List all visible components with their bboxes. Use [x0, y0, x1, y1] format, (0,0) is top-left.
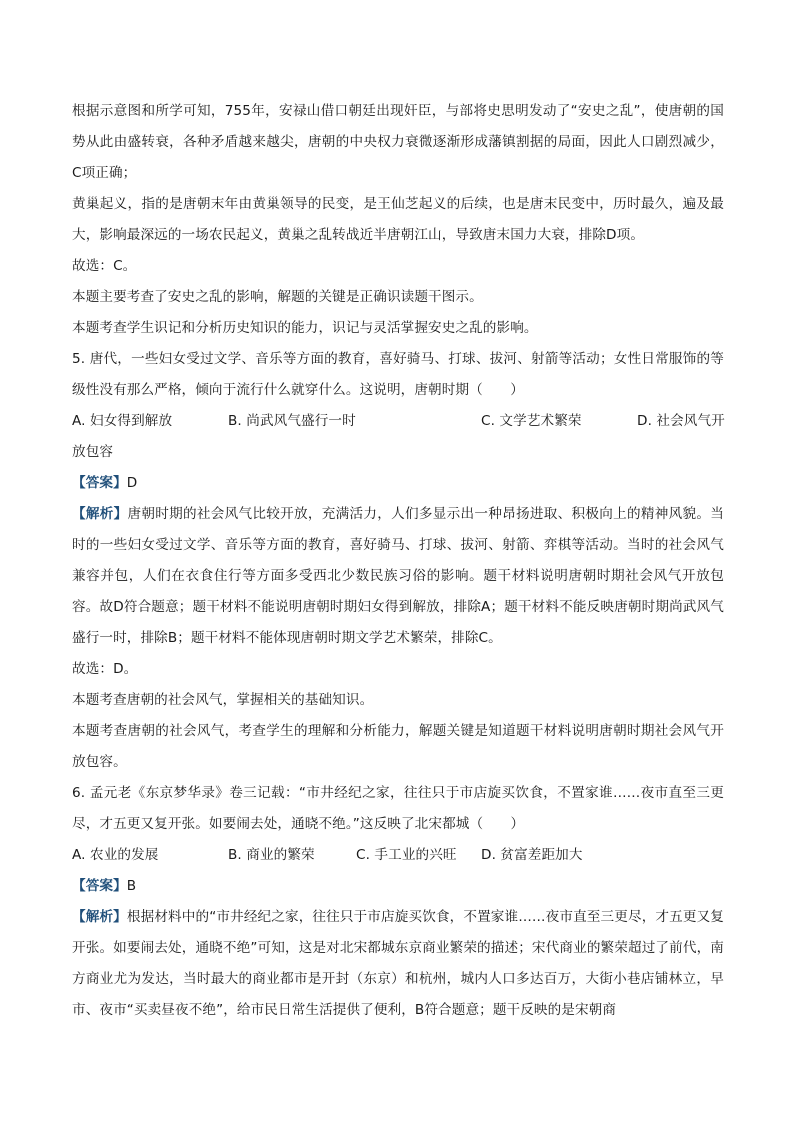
paragraph: 故选：D。 — [72, 661, 138, 677]
option-d: D. 社会风气开 — [637, 413, 725, 429]
paragraph: 故选：C。 — [72, 258, 137, 274]
question-5-stem: 5. 唐代，一些妇女受过文学、音乐等方面的教育，喜好骑马、打球、拔河、射箭等活动；女性日常服饰的等级性没有那么严格，倾向于流行什么就穿什么。这说明，唐朝时期（ ） — [72, 351, 724, 398]
analysis-tag: 【解析】 — [72, 506, 128, 522]
answer-tag: 【答案】 — [72, 475, 127, 491]
answer-tag: 【答案】 — [72, 878, 127, 894]
paragraph: 根据示意图和所学可知，755年，安禄山借口朝廷出现奸臣，与部将史思明发动了“安史之乱”，使唐朝的国势从此由盛转衰，各种矛盾越来越尖，唐朝的中央权力衰微逐渐形成藩镇割据的局面，因此人口剧烈减少，C项正确； — [72, 103, 724, 181]
question-5-options — [72, 406, 724, 437]
option-a: A. 农业的发展 — [72, 847, 159, 863]
option-c: C. 手工业的兴旺 — [356, 847, 457, 863]
document-body — [72, 96, 724, 1026]
option-a: A. 妇女得到解放 — [72, 413, 173, 429]
option-d-continued: 放包容 — [72, 444, 114, 460]
question-6-options — [72, 840, 724, 871]
paragraph: 黄巢起义，指的是唐朝末年由黄巢领导的民变，是王仙芝起义的后续，也是唐末民变中，历时最久，遍及最大，影响最深远的一场农民起义，黄巢之乱转战近半唐朝江山，导致唐末国力大衰，排除D项。 — [72, 196, 724, 243]
analysis-tag: 【解析】 — [72, 909, 127, 925]
answer-value: B — [126, 878, 137, 894]
option-b: B. 尚武风气盛行一时 — [228, 413, 356, 429]
analysis — [72, 902, 724, 1026]
paragraph: 本题主要考查了安史之乱的影响，解题的关键是正确识读题干图示。 — [72, 289, 483, 305]
paragraph: 本题考查学生识记和分析历史知识的能力，识记与灵活掌握安史之乱的影响。 — [72, 320, 538, 336]
paragraph: 本题考查唐朝的社会风气，考查学生的理解和分析能力，解题关键是知道题干材料说明唐朝时期社会风气开放包容。 — [72, 723, 724, 770]
analysis-text: 唐朝时期的社会风气比较开放，充满活力，人们多显示出一种昂扬进取、积极向上的精神风貌。当时的一些妇女受过文学、音乐等方面的教育，喜好骑马、打球、拔河、射箭、弈棋等活动。当时的社会风气兼容并包，人们在衣食住行等方面多受西北少数民族习俗的影响。题干材料说明唐朝时期社会风气开放包容。故D符合题意；题干材料不能说明唐朝时期妇女得到解放，排除A；题干材料不能反映唐朝时期尚武风气盛行一时，排除B；题干材料不能体现唐朝时期文学艺术繁荣，排除C。 — [72, 506, 725, 646]
question-6-stem: 6. 孟元老《东京梦华录》卷三记载：“市井经纪之家，往往只于市店旋买饮食，不置家谁……夜市直至三更尽，才五更又复开张。如要闹去处，通晓不绝。”这反映了北宋都城（ ） — [72, 785, 724, 832]
answer-line — [72, 871, 724, 902]
paragraph: 本题考查唐朝的社会风气，掌握相关的基础知识。 — [72, 692, 374, 708]
option-c: C. 文学艺术繁荣 — [481, 413, 582, 429]
option-b: B. 商业的繁荣 — [228, 847, 315, 863]
option-d: D. 贫富差距加大 — [481, 847, 583, 863]
analysis — [72, 499, 724, 654]
analysis-text: 根据材料中的“市井经纪之家，往往只于市店旋买饮食，不置家谁……夜市直至三更尽，才五更又复开张。如要闹去处，通晓不绝”可知，这是对北宋都城东京商业繁荣的描述；宋代商业的繁荣超过了前代，南方商业尤为发达，当时最大的商业都市是开封（东京）和杭州，城内人口多达百万，大街小巷店铺林立，早市、夜市“买卖昼夜不绝”，给市民日常生活提供了便利，B符合题意；题干反映的是宋朝商 — [72, 909, 724, 1018]
answer-value: D — [126, 475, 138, 491]
answer-line — [72, 468, 724, 499]
